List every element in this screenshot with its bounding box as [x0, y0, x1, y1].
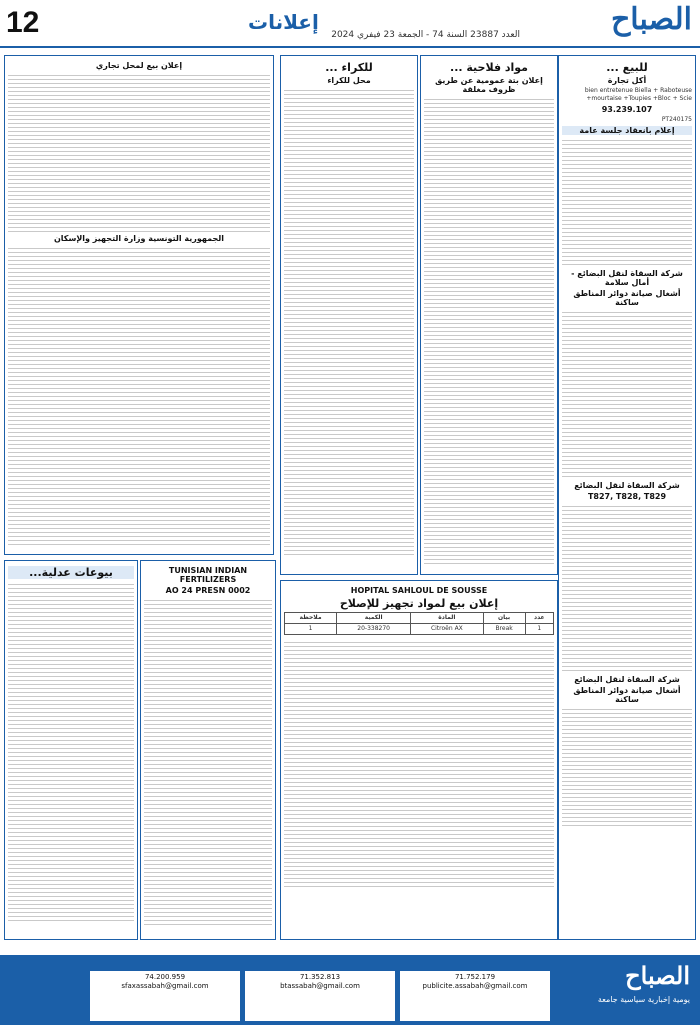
company-notice-sub: أشغال صيانة دوائر المناطق ساكنة: [573, 289, 681, 307]
footer-logo: الصباح: [625, 961, 690, 990]
notice-title: إعلام بانعقاد جلسة عامة: [562, 126, 692, 135]
items-table: [284, 612, 554, 635]
table-cell: Citroën AX: [411, 624, 483, 635]
hospital-name: HOPITAL SAHLOUL DE SOUSSE: [350, 586, 488, 595]
footer-tagline: يومية إخبارية سياسية جامعة: [597, 995, 690, 1004]
classified-title: للبيع ...: [606, 61, 648, 74]
rent-column: [280, 55, 418, 575]
text-block: [562, 503, 692, 673]
contact-box: [90, 971, 240, 1021]
company-notice-sub: T827, T828, T829: [587, 492, 667, 501]
phone: 71.752.179: [454, 973, 496, 981]
text-block: [8, 245, 270, 545]
left-title: إعلان بيع لمحل تجاري: [95, 61, 183, 70]
text-block: [562, 706, 692, 826]
email: btassabah@gmail.com: [280, 982, 360, 990]
classified-text: bien entretenue Biella + Raboteuse +mourtaise +Toupies +Bloc + Scie: [584, 87, 692, 102]
text-block: [562, 309, 692, 479]
company-notice: شركة السقاة لنقل البضائع - أمال سلامة: [571, 269, 683, 287]
agri-title: مواد فلاحية ...: [450, 61, 528, 74]
judicial-sales: [4, 560, 138, 940]
text-block: [284, 87, 414, 557]
table-cell: 1: [285, 624, 337, 635]
contact-box: [400, 971, 550, 1021]
notices-left: [4, 55, 274, 555]
contact-box: [245, 971, 395, 1021]
agri-column: [420, 55, 558, 575]
phone: 74.200.959: [144, 973, 186, 981]
table-cell: 20-338270: [337, 624, 411, 635]
company-notice: شركة السقاة لنقل البضائع: [574, 481, 680, 490]
text-block: [424, 96, 554, 566]
agri-subtitle: إعلان بتة عمومية عن طريق ظروف مغلقة: [435, 76, 543, 94]
hospital-notice: [280, 580, 558, 940]
company-notice-sub: أشغال صيانة دوائر المناطق ساكنة: [573, 686, 681, 704]
judicial-title: بيوعات عدلية...: [8, 566, 134, 579]
table-cell: 1: [525, 624, 553, 635]
page-header: [0, 0, 700, 48]
phone: 71.352.813: [299, 973, 341, 981]
classified-phone: 93.239.107: [601, 105, 653, 114]
table-cell: Break: [483, 624, 525, 635]
table-header: ملاحظة: [285, 613, 337, 624]
text-block: [562, 137, 692, 267]
text-block: [284, 639, 554, 889]
tifert-notice: [140, 560, 276, 940]
tifert-sub: AO 24 PRESN 0002: [165, 586, 251, 595]
email: publicite.assabah@gmail.com: [422, 982, 528, 990]
text-block: [144, 597, 272, 927]
company-notice: شركة السقاة لنقل البضائع: [574, 675, 680, 684]
classified-ad: أكل تجارة: [607, 76, 647, 85]
rent-title: للكراء ...: [325, 61, 373, 74]
table-header: عدد: [525, 613, 553, 624]
classifieds-column: [558, 55, 696, 940]
table-header: المادة: [411, 613, 483, 624]
ad-ref: PT240175: [661, 116, 692, 123]
text-block: [8, 72, 270, 232]
footer: [0, 955, 700, 1025]
table-header: الكمية: [337, 613, 411, 624]
rent-subtitle: محل للكراء: [327, 76, 371, 85]
email: sfaxassabah@gmail.com: [121, 982, 209, 990]
page-number: 12: [6, 6, 40, 39]
issue-info: العدد 23887 السنة 74 - الجمعة 23 فيفري 2024: [331, 30, 520, 40]
ministry-title: الجمهورية التونسية وزارة التجهيز والإسكان: [53, 234, 225, 243]
hospital-title: إعلان بيع لمواد تجهيز للإصلاح: [339, 597, 499, 610]
table-header: بيان: [483, 613, 525, 624]
tifert-title: TUNISIAN INDIAN FERTILIZERS: [168, 566, 248, 584]
newspaper-logo: الصباح: [610, 2, 692, 37]
text-block: [8, 581, 134, 921]
section-title: إعلانات: [248, 10, 319, 34]
